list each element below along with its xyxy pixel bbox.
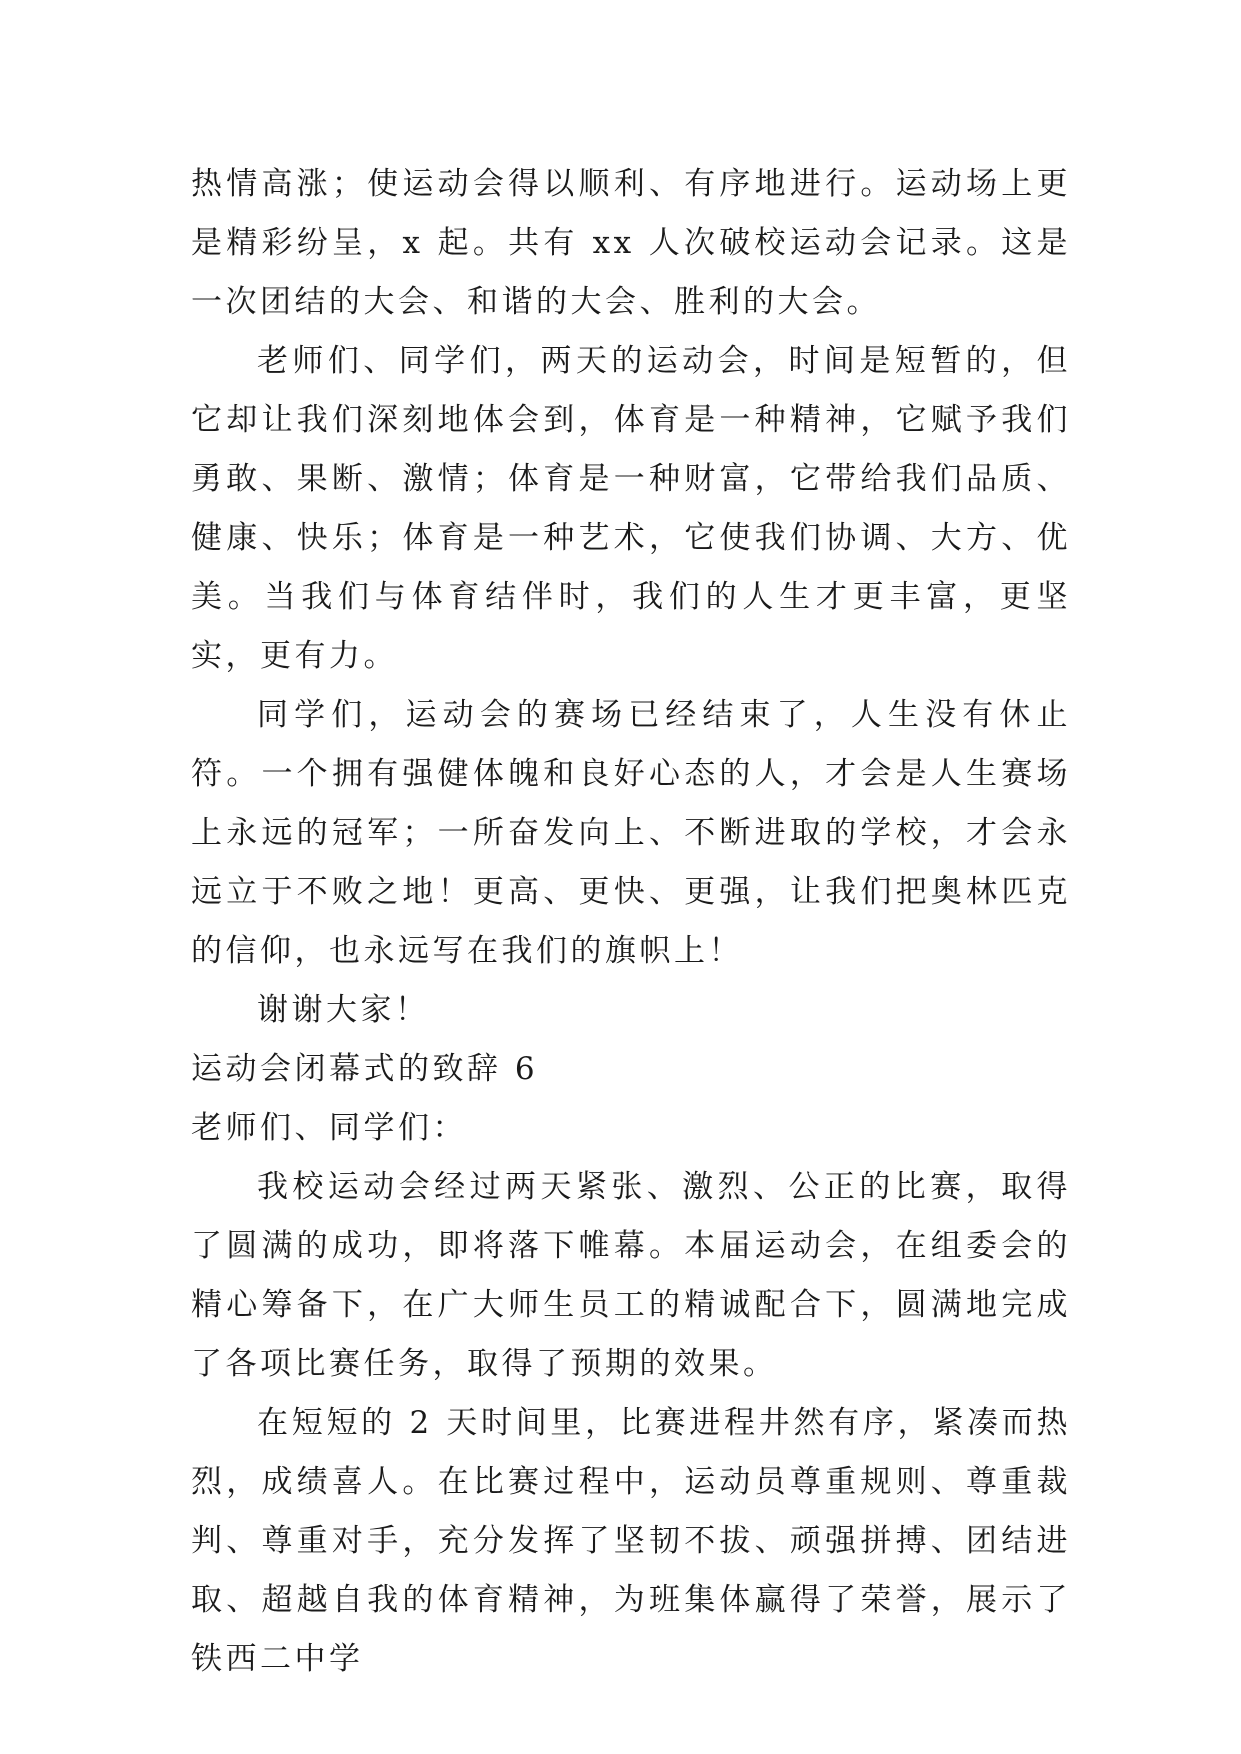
- paragraph: 老师们、同学们，两天的运动会，时间是短暂的，但它却让我们深刻地体会到，体育是一种精神，它赋予我们勇敢、果断、激情；体育是一种财富，它带给我们品质、健康、快乐；体育是一种艺术，它使我们协调、大方、优美。当我们与体育结伴时，我们的人生才更丰富，更坚实，更有力。: [191, 343, 1071, 674]
- paragraph-continuation: 热情高涨；使运动会得以顺利、有序地进行。运动场上更是精彩纷呈，x 起。共有 xx 人次破校运动会记录。这是一次团结的大会、和谐的大会、胜利的大会。: [191, 166, 1071, 320]
- document-body: [191, 155, 1071, 1689]
- paragraph: 在短短的 2 天时间里，比赛进程井然有序，紧凑而热烈，成绩喜人。在比赛过程中，运动员尊重规则、尊重裁判、尊重对手，充分发挥了坚韧不拔、顽强拼搏、团结进取、超越自我的体育精神，为班集体赢得了荣誉，展示了铁西二中学: [191, 1405, 1071, 1677]
- paragraph: 同学们，运动会的赛场已经结束了，人生没有休止符。一个拥有强健体魄和良好心态的人，才会是人生赛场上永远的冠军；一所奋发向上、不断进取的学校，才会永远立于不败之地！更高、更快、更强，让我们把奥林匹克的信仰，也永远写在我们的旗帜上！: [191, 697, 1071, 969]
- paragraph: 我校运动会经过两天紧张、激烈、公正的比赛，取得了圆满的成功，即将落下帷幕。本届运动会，在组委会的精心筹备下，在广大师生员工的精诚配合下，圆满地完成了各项比赛任务，取得了预期的效果。: [191, 1169, 1071, 1382]
- salutation: 老师们、同学们：: [191, 1110, 467, 1146]
- closing-thanks: 谢谢大家！: [257, 992, 430, 1028]
- section-heading: 运动会闭幕式的致辞 6: [191, 1051, 539, 1087]
